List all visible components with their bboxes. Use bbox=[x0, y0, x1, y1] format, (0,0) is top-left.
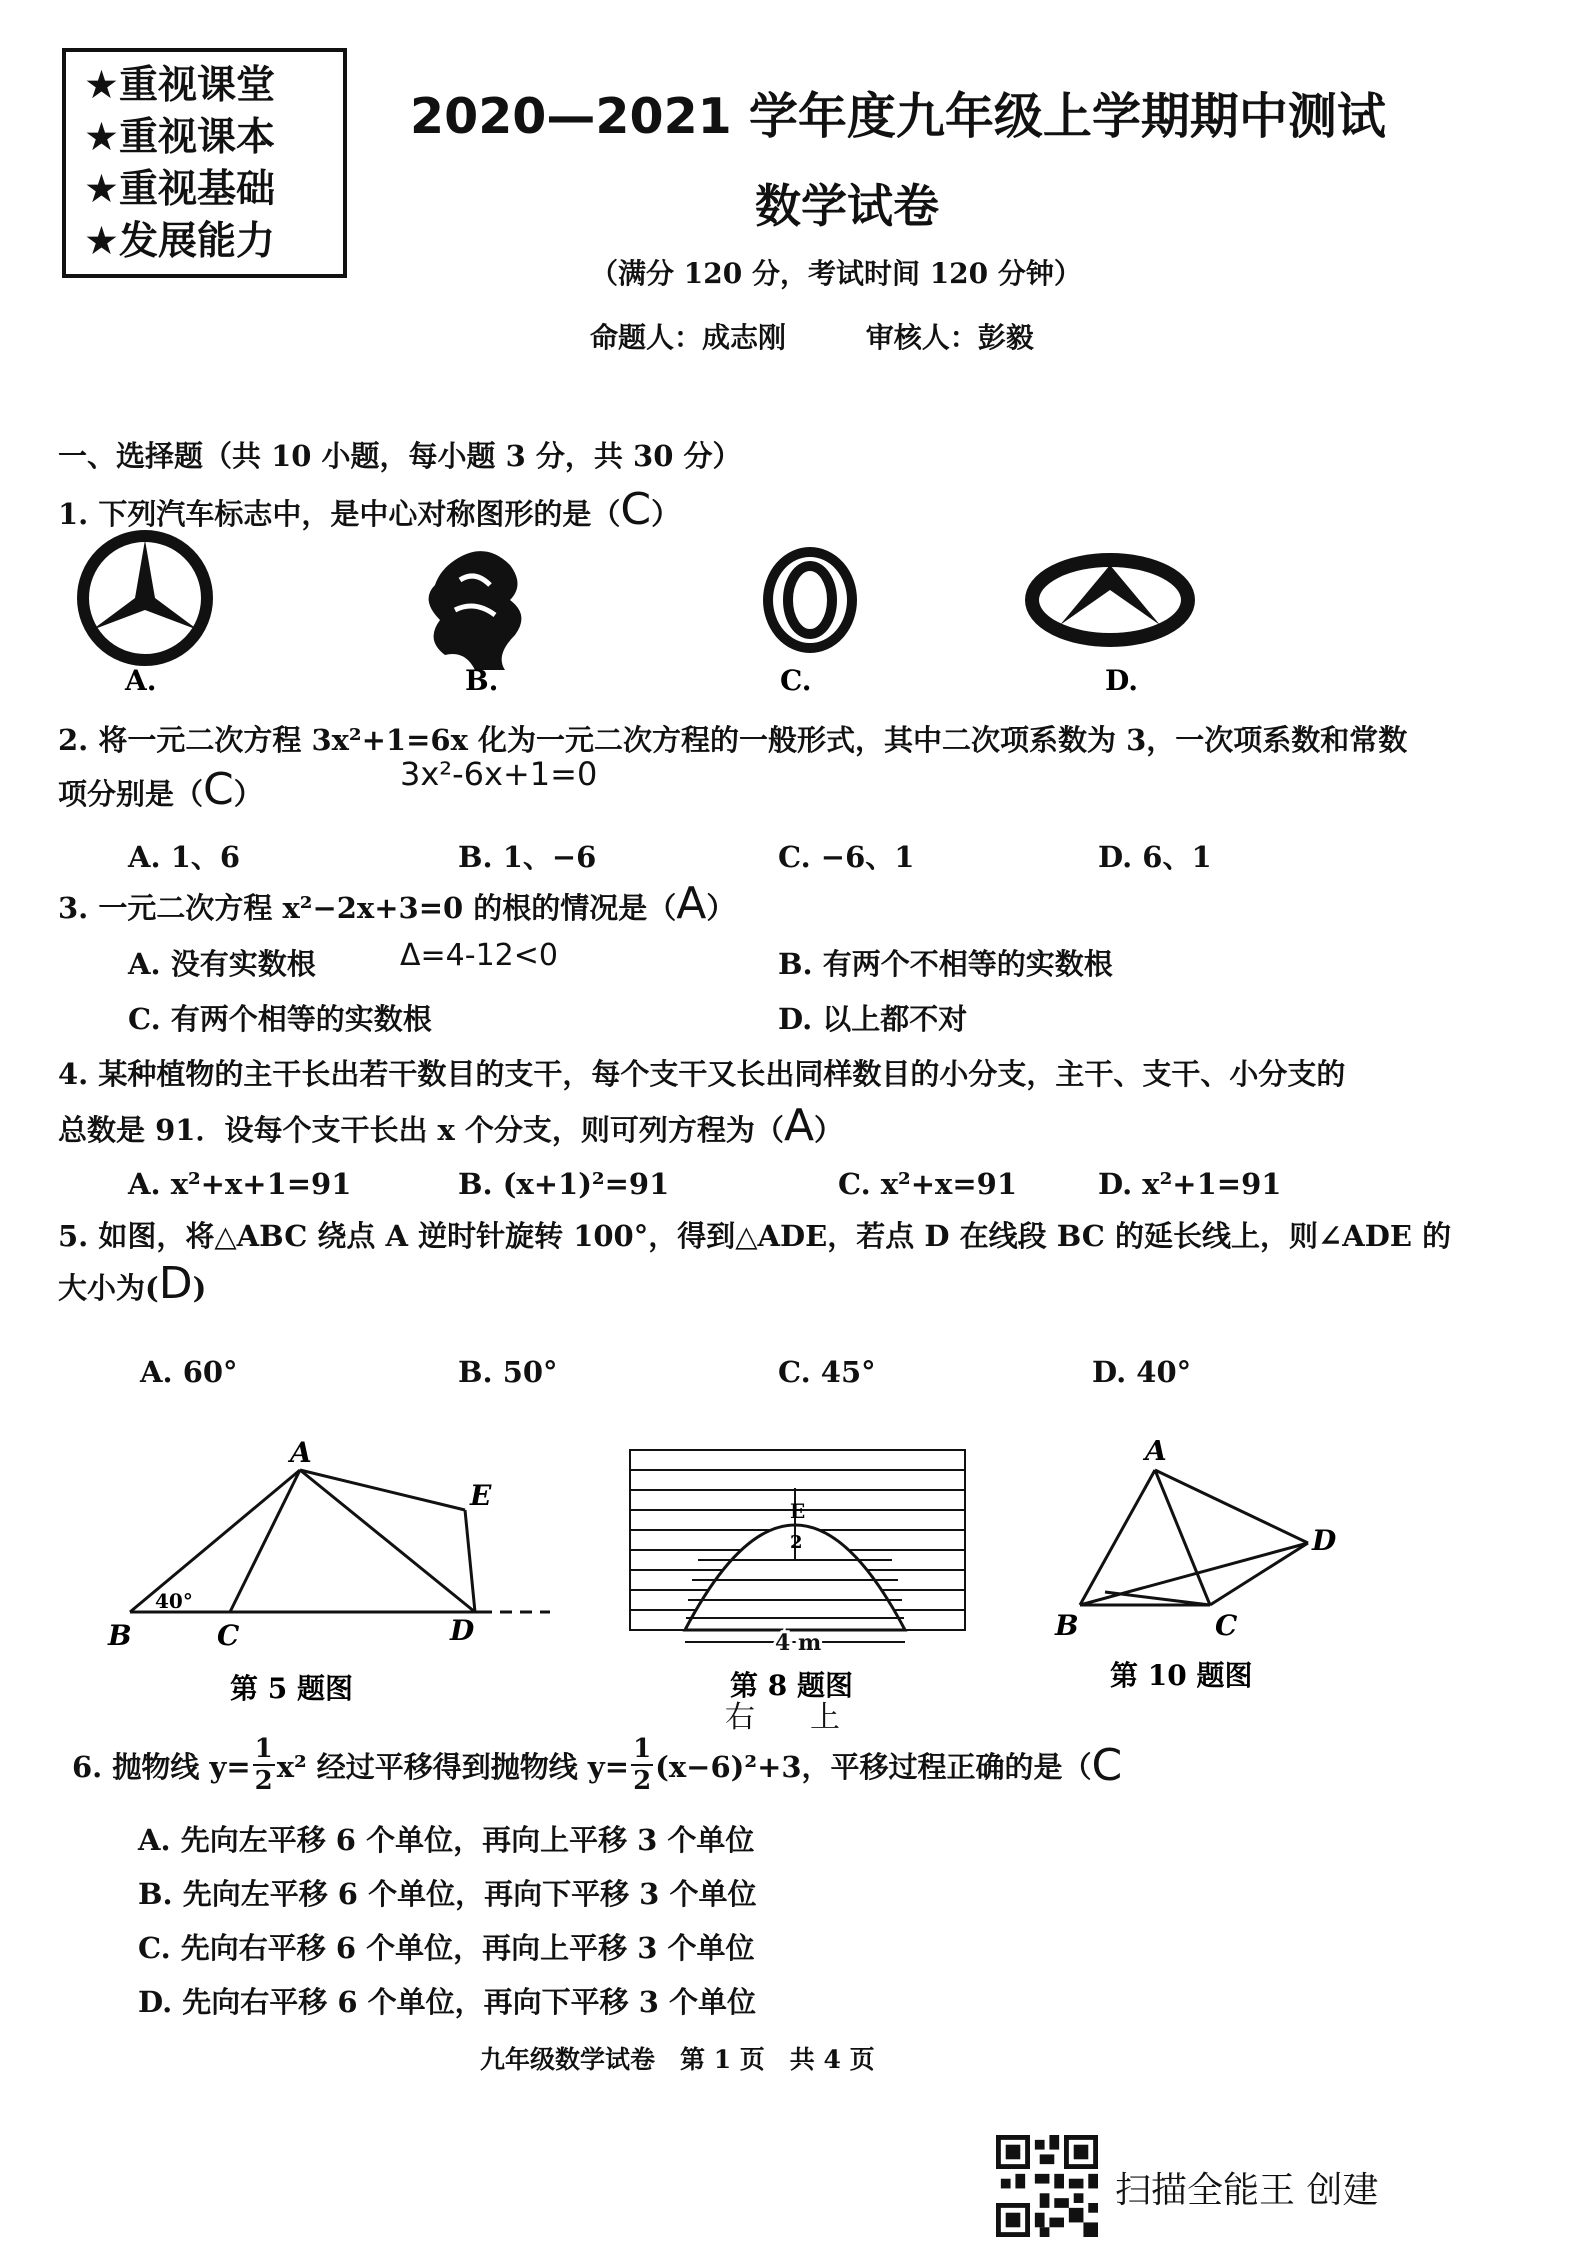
question-4-line2 bbox=[58, 1100, 844, 1152]
fig10-label-a: A bbox=[1145, 1440, 1167, 1467]
q3-stem-end: ） bbox=[706, 891, 736, 925]
q4-answer: A bbox=[783, 1100, 815, 1151]
frac-den: 2 bbox=[633, 1766, 652, 1796]
fig5-diagram bbox=[107, 1440, 550, 1705]
q6-hand-right: 右 bbox=[725, 1700, 755, 1735]
page-footer: 九年级数学试卷 第 1 页 共 4 页 bbox=[480, 2045, 875, 2074]
fig5-label-e: E bbox=[470, 1479, 492, 1512]
qr-code-icon bbox=[996, 2135, 1098, 2237]
fig8-label-width: 4 m bbox=[775, 1630, 822, 1656]
q4-option-a: A. x²+x+1=91 bbox=[128, 1167, 352, 1201]
q6-option-c: C. 先向右平移 6 个单位，再向上平移 3 个单位 bbox=[138, 1931, 755, 1965]
q4-stem-end: ） bbox=[814, 1113, 844, 1147]
logo-c-icon bbox=[768, 552, 852, 648]
exam-title: 2020—2021 学年度九年级上学期期中测试 bbox=[410, 88, 1386, 145]
q5-option-d: D. 40° bbox=[1092, 1355, 1192, 1389]
q2-handwritten-work: 3x²-6x+1=0 bbox=[400, 755, 598, 793]
reviewer: 审核人：彭毅 bbox=[865, 321, 1034, 354]
q1-stem-end: ） bbox=[651, 497, 681, 531]
exam-subtitle: 数学试卷 bbox=[755, 179, 939, 233]
q1-stem: 1. 下列汽车标志中，是中心对称图形的是（ bbox=[58, 497, 621, 531]
q3-option-c: C. 有两个相等的实数根 bbox=[128, 1002, 432, 1036]
q5-answer: D bbox=[158, 1258, 193, 1309]
q6-option-b: B. 先向左平移 6 个单位，再向下平移 3 个单位 bbox=[138, 1877, 757, 1911]
author: 命题人：成志刚 bbox=[590, 321, 787, 354]
q2-answer: C bbox=[203, 764, 234, 815]
q3-option-a: A. 没有实数根 bbox=[128, 947, 316, 981]
question-5-line2 bbox=[58, 1258, 207, 1310]
q3-answer: A bbox=[676, 878, 707, 929]
logo-label-b: B. bbox=[465, 664, 499, 697]
question-3 bbox=[58, 878, 736, 930]
q3-option-b: B. 有两个不相等的实数根 bbox=[778, 947, 1113, 981]
q3-handwritten-work: Δ=4-12<0 bbox=[400, 938, 558, 973]
exam-info: （满分 120 分，考试时间 120 分钟） bbox=[590, 257, 1082, 290]
question-6 bbox=[72, 1730, 1122, 1800]
q6-answer: C bbox=[1091, 1739, 1123, 1791]
fig5-label-b: B bbox=[108, 1619, 132, 1652]
motto-line: ★重视基础 bbox=[84, 167, 275, 212]
fig10-caption: 第 10 题图 bbox=[1110, 1659, 1253, 1692]
q6-option-d: D. 先向右平移 6 个单位，再向下平移 3 个单位 bbox=[138, 1985, 757, 2019]
question-5-line1: 5. 如图，将△ABC 绕点 A 逆时针旋转 100°，得到△ADE，若点 D 在线段 BC 的延长线上，则∠ADE 的 bbox=[58, 1219, 1452, 1253]
q5-option-b: B. 50° bbox=[458, 1355, 558, 1389]
q6-fraction-1 bbox=[253, 1734, 275, 1796]
figures-row bbox=[100, 1440, 1400, 1720]
logo-a-icon bbox=[83, 536, 207, 660]
exam-authors bbox=[590, 316, 1104, 356]
q4-option-b: B. (x+1)²=91 bbox=[458, 1167, 670, 1201]
fig8-label-e: E bbox=[790, 1499, 806, 1523]
fig5-angle-label: 40° bbox=[155, 1589, 193, 1613]
frac-den: 2 bbox=[254, 1766, 273, 1796]
question-4-line1: 4. 某种植物的主干长出若干数目的支干，每个支干又长出同样数目的小分支，主干、支干、小分支的 bbox=[58, 1057, 1346, 1091]
q5-stem: 大小为( bbox=[58, 1271, 159, 1305]
scanner-brand: 扫描全能王 创建 bbox=[1115, 2170, 1379, 2211]
fig5-caption: 第 5 题图 bbox=[230, 1672, 353, 1705]
q1-logos bbox=[70, 530, 1230, 700]
motto-line: ★重视课堂 bbox=[84, 63, 275, 108]
q6-fraction-2 bbox=[631, 1734, 653, 1796]
q5-option-a: A. 60° bbox=[140, 1355, 238, 1389]
fig5-label-a: A bbox=[290, 1440, 312, 1469]
logo-label-c: C. bbox=[780, 664, 812, 697]
fig8-caption: 第 8 题图 bbox=[730, 1669, 853, 1702]
q4-stem: 总数是 91．设每个支干长出 x 个分支，则可列方程为（ bbox=[58, 1113, 784, 1147]
frac-num: 1 bbox=[633, 1734, 652, 1764]
q6-option-a: A. 先向左平移 6 个单位，再向上平移 3 个单位 bbox=[138, 1823, 755, 1857]
fig10-label-b: B bbox=[1055, 1609, 1079, 1642]
q5-stem-end: ) bbox=[192, 1271, 207, 1305]
q6-stem-b: x² 经过平移得到抛物线 y= bbox=[276, 1749, 630, 1784]
fig10-diagram bbox=[1054, 1440, 1337, 1692]
q4-option-c: C. x²+x=91 bbox=[838, 1167, 1017, 1201]
q2-option-c: C. −6、1 bbox=[778, 840, 915, 874]
question-2-line2 bbox=[58, 764, 263, 816]
fig8-label-2: 2 bbox=[790, 1532, 803, 1553]
fig5-label-c: C bbox=[217, 1619, 240, 1652]
logo-d-icon bbox=[1032, 560, 1188, 640]
frac-num: 1 bbox=[254, 1734, 273, 1764]
q5-option-c: C. 45° bbox=[778, 1355, 876, 1389]
motto-line: ★发展能力 bbox=[84, 219, 275, 264]
motto-box bbox=[62, 48, 347, 278]
fig8-diagram bbox=[630, 1450, 965, 1702]
q3-stem: 3. 一元二次方程 x²−2x+3=0 的根的情况是（ bbox=[58, 891, 677, 925]
q2-stem: 项分别是（ bbox=[58, 777, 204, 811]
q2-option-d: D. 6、1 bbox=[1098, 840, 1212, 874]
logo-b-icon bbox=[429, 551, 522, 670]
q2-stem-end: ） bbox=[233, 777, 263, 811]
motto-line: ★重视课本 bbox=[84, 115, 275, 160]
q1-answer: C bbox=[620, 484, 652, 535]
q6-stem-c: (x−6)²+3，平移过程正确的是（ bbox=[655, 1749, 1092, 1784]
fig10-label-c: C bbox=[1215, 1609, 1238, 1642]
q6-stem-a: 6. 抛物线 y= bbox=[72, 1749, 251, 1784]
logo-label-a: A. bbox=[125, 664, 157, 697]
q6-hand-up: 上 bbox=[810, 1700, 840, 1735]
q3-option-d: D. 以上都不对 bbox=[778, 1002, 968, 1036]
section-heading: 一、选择题（共 10 小题，每小题 3 分，共 30 分） bbox=[58, 439, 742, 473]
fig10-label-d: D bbox=[1312, 1524, 1337, 1557]
q2-option-a: A. 1、6 bbox=[128, 840, 241, 874]
fig5-label-d: D bbox=[450, 1614, 475, 1647]
q2-option-b: B. 1、−6 bbox=[458, 840, 597, 874]
logo-label-d: D. bbox=[1105, 664, 1139, 697]
q4-option-d: D. x²+1=91 bbox=[1098, 1167, 1282, 1201]
question-2-line1: 2. 将一元二次方程 3x²+1=6x 化为一元二次方程的一般形式，其中二次项系数为 3，一次项系数和常数 bbox=[58, 723, 1408, 757]
question-1 bbox=[58, 484, 681, 536]
